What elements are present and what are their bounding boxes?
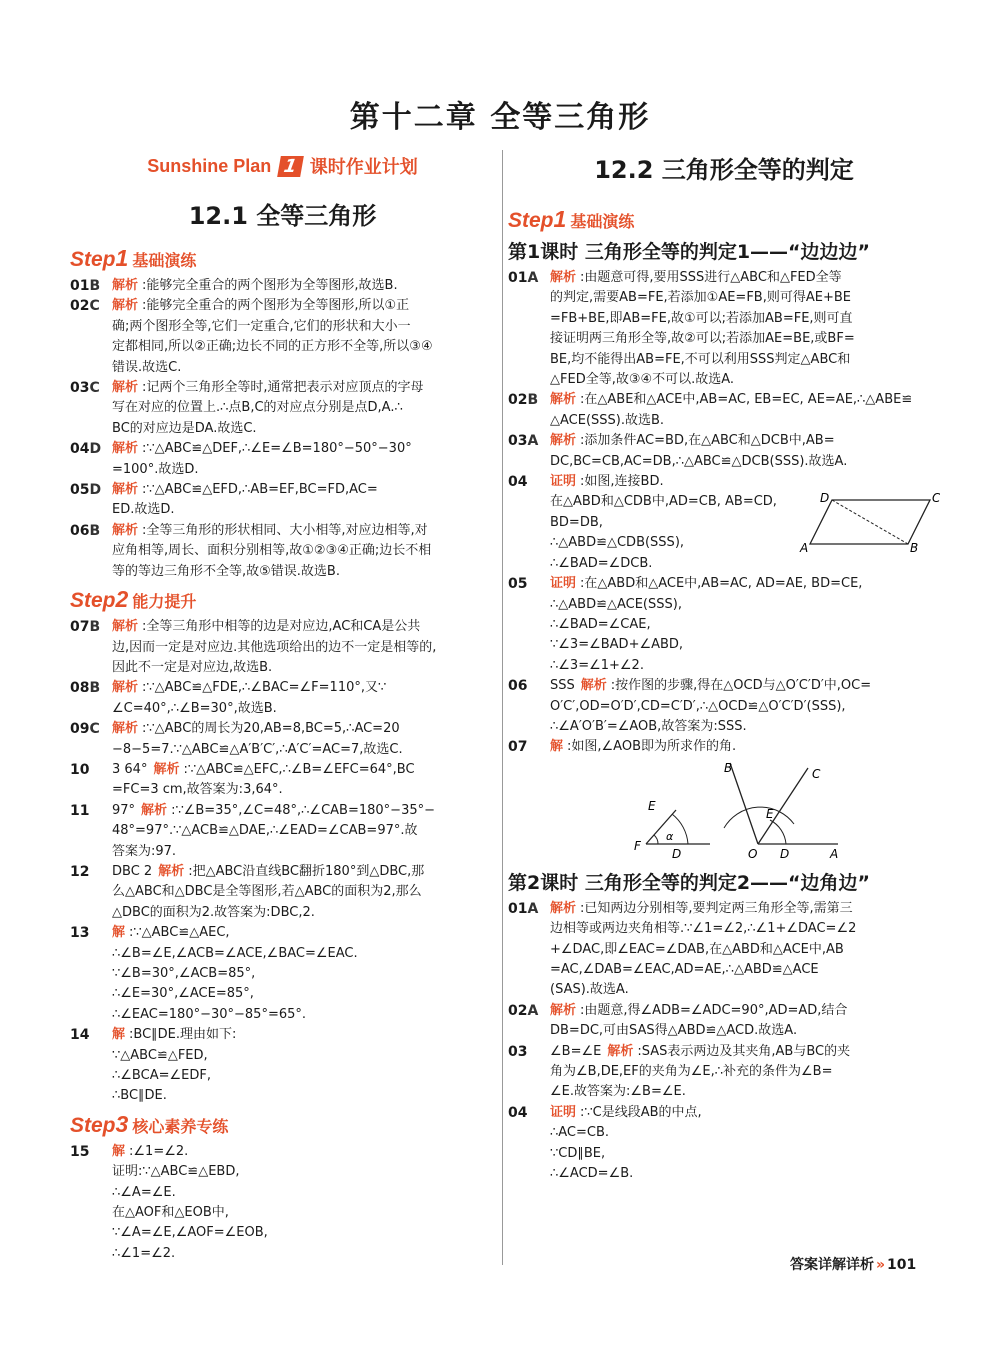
answer-choice: B [89, 278, 101, 294]
step-3-header [70, 1111, 495, 1138]
answer-text: :如图,∠AOB即为所求作的角. [567, 739, 737, 755]
question-14 [70, 1025, 495, 1107]
question-number: 06 [508, 678, 528, 695]
lesson-1-title: 第1课时 三角形全等的判定1——“边边边” [508, 241, 871, 263]
step-word: Step [508, 209, 554, 232]
answer-text: 写在对应的位置上.∴点B,C的对应点分别是点D,A.∴ [112, 400, 403, 416]
answer-text: BC的对应边是DA.故选C. [112, 420, 257, 436]
question-02 [70, 296, 495, 378]
answer-choice: B [89, 619, 101, 636]
question-number: 04 [508, 474, 528, 491]
answer-text: ∵∠3=∠BAD+∠ABD, [550, 637, 684, 653]
answer-text: 么△ABC和△DBC是全等图形,若△ABC的面积为2,那么 [112, 884, 422, 900]
step-number: 2 [115, 586, 129, 613]
answer-text: :∵∠B=35°,∠C=48°,∴∠CAB=180°−35°− [171, 802, 435, 818]
answer-text: 答案为:97. [112, 843, 177, 859]
answer-text: ∴∠BAD=∠CAE, [550, 616, 651, 632]
question-04 [70, 439, 495, 480]
answer-text: BE,均不能得出AB=FE,不可以利用SSS判定△ABC和 [550, 351, 851, 367]
answer-text: 边相等或两边夹角相等.∵∠1=∠2,∴∠1+∠DAC=∠2 [550, 921, 857, 937]
answer-text: :∠1=∠2. [129, 1143, 189, 1159]
answer-text: :∵C是线段AB的中点, [580, 1104, 702, 1120]
solution-label: 解 [112, 925, 126, 941]
step-number: 3 [115, 1110, 129, 1137]
analysis-label: 解析 [550, 1002, 577, 1018]
question-number: 03 [70, 380, 90, 397]
parallelogram-figure [790, 492, 940, 554]
lesson2-question-03 [508, 1042, 940, 1103]
analysis-label: 解析 [112, 522, 139, 538]
angle-mark-alpha [654, 835, 658, 844]
lesson2-question-04 [508, 1103, 940, 1185]
label-e-2: E [766, 806, 774, 821]
question-number: 02 [508, 392, 528, 409]
angle-alpha-figure [634, 799, 710, 861]
answer-text: 确;两个图形全等,它们一定重合,它们的形状和大小一 [112, 318, 411, 334]
answer-text: =AC,∠DAB=∠EAC,AD=AE,∴△ABD≌△ACE [550, 961, 819, 977]
answer-text: 定都相同,所以②正确;边长不同的正方形不全等,所以③④ [112, 339, 433, 355]
question-number: 10 [70, 761, 90, 778]
answer-choice: A [527, 433, 539, 450]
answer-text: (SAS).故选A. [550, 982, 629, 998]
answer-text: ∵∠A=∠E,∠AOF=∠EOB, [112, 1225, 268, 1241]
analysis-label: 解析 [112, 278, 139, 293]
lesson-2-title: 第2课时 三角形全等的判定2——“边角边” [508, 871, 871, 894]
analysis-label: 解析 [112, 298, 139, 314]
proof-label: 证明 [550, 1104, 577, 1120]
answer-text: :按作图的步骤,得在△OCD与△O′C′D′中,OC= [610, 678, 872, 694]
answer-text: ∴∠E=30°,∠ACE=85°, [112, 986, 254, 1002]
answer-text: 48°=97°.∵△ACB≌△DAE,∴∠EAD=∠CAB=97°.故 [112, 823, 418, 839]
question-05 [70, 480, 495, 521]
angle-aob-figure [724, 761, 838, 861]
answer-text: ∴∠BAD=∠DCB. [550, 555, 653, 571]
answer-text: ∴∠B=∠E,∠ACB=∠ACE,∠BAC=∠EAC. [112, 945, 358, 961]
answer-text: :SAS表示两边及其夹角,AB与BC的夹 [637, 1043, 851, 1059]
question-10 [70, 760, 495, 801]
answer-text: ∴AC=CB. [550, 1125, 610, 1141]
solution-label: 解 [112, 1143, 126, 1159]
question-15 [70, 1142, 495, 1264]
diagonal-bd [832, 500, 908, 544]
page-footer [790, 1254, 916, 1274]
lesson1-question-04 [508, 472, 940, 574]
analysis-label: 解析 [550, 270, 577, 285]
lesson1-question-06 [508, 676, 940, 737]
answer-choice: C [89, 298, 100, 315]
analysis-label: 解析 [153, 761, 180, 777]
analysis-label: 解析 [112, 721, 139, 737]
answer-text: :BC∥DE.理由如下: [129, 1027, 237, 1043]
answer-text: :已知两边分别相等,要判定两三角形全等,需第三 [580, 900, 853, 916]
answer-text: ∴△ABD≌△CDB(SSS), [550, 535, 685, 551]
label-alpha: α [666, 829, 674, 843]
page-number: 101 [887, 1257, 917, 1273]
answer-text: ∵∠B=30°,∠ACB=85°, [112, 966, 256, 981]
lesson1-question-02 [508, 390, 940, 431]
question-11 [70, 801, 495, 862]
question-number: 13 [70, 925, 90, 942]
footer-text: 答案详解详析 [790, 1257, 874, 1273]
arc-de-copy [770, 820, 786, 844]
answer-text: :全等三角形中相等的边是对应边,AC和CA是公共 [142, 619, 421, 635]
arc-de [672, 814, 688, 844]
question-number: 04 [508, 1104, 528, 1121]
answer-text: 接证明两三角形全等,故②可以;若添加AE=BE,或BF= [550, 331, 855, 347]
label-a: A [830, 846, 839, 861]
label-o: O [748, 846, 758, 861]
answer-text: :∵△ABC≌△DEF,∴∠E=∠B=180°−50°−30° [142, 441, 412, 457]
answer-text: DB=DC,可由SAS得△ABD≌△ACD.故选A. [550, 1023, 798, 1039]
label-e: E [648, 798, 656, 813]
lesson2-question-01 [508, 899, 940, 1001]
question-01 [70, 276, 495, 296]
answer-text: ∠E.故答案为:∠B=∠E. [550, 1084, 686, 1100]
question-13 [70, 923, 495, 1025]
answer-text: :在△ABD和△ACE中,AB=AC, AD=AE, BD=CE, [580, 576, 863, 592]
step-title: 基础演练 [132, 251, 197, 270]
answer-text: ∴△ABD≌△ACE(SSS), [550, 596, 682, 612]
answer-text: =FC=3 cm,故答案为:3,64°. [112, 782, 283, 798]
fill-answer: 3 64° [112, 761, 148, 777]
question-number: 09 [70, 721, 90, 738]
answer-choice: B [527, 392, 539, 409]
label-d-2: D [780, 846, 790, 861]
banner-plan-number: 1 [277, 156, 303, 177]
answer-choice: A [527, 1002, 539, 1019]
label-b: B [910, 541, 919, 555]
fill-answer: SSS [550, 678, 575, 694]
analysis-label: 解析 [112, 680, 139, 696]
analysis-label: 解析 [158, 863, 185, 879]
step-word: Step [70, 589, 116, 613]
analysis-label: 解析 [112, 482, 139, 498]
answer-text: ∴BC∥DE. [112, 1088, 167, 1104]
proof-label: 证明 [550, 474, 577, 490]
question-number: 03 [508, 1043, 528, 1060]
answer-choice: B [89, 680, 101, 697]
answer-text: 应角相等,周长、面积分别相等,故①②③④正确;边长不相 [112, 543, 432, 559]
question-number: 15 [70, 1143, 90, 1160]
answer-choice: C [89, 380, 100, 397]
banner-plan-text: Sunshine Plan [147, 155, 272, 176]
analysis-label: 解析 [580, 678, 607, 694]
answer-text: :把△ABC沿直线BC翻折180°到△DBC,那 [188, 863, 425, 879]
question-09 [70, 719, 495, 760]
answer-choice: B [89, 522, 101, 539]
question-06 [70, 521, 495, 582]
answer-text: △ACE(SSS).故选B. [550, 412, 665, 428]
lesson1-question-03 [508, 431, 940, 472]
answer-text: 角为∠B,DE,EF的夹角为∠E,∴补充的条件为∠B= [550, 1064, 833, 1079]
fill-answer: 97° [112, 802, 136, 818]
chapter-title: 第十二章 全等三角形 [349, 100, 651, 135]
banner-tag: 课时作业计划 [309, 157, 418, 178]
analysis-label: 解析 [112, 380, 139, 396]
answer-text: ∴∠BCA=∠EDF, [112, 1068, 211, 1084]
question-number: 14 [70, 1027, 90, 1044]
answer-text: :∵△ABC≌△EFD,∴AB=EF,BC=FD,AC= [142, 482, 378, 498]
label-d: D [820, 492, 830, 506]
double-chevron-icon: » [876, 1257, 886, 1273]
fill-answer: DBC 2 [112, 863, 153, 879]
answer-text: ∴∠A′O′B′=∠AOB,故答案为:SSS. [550, 718, 747, 734]
question-number: 01 [508, 270, 528, 286]
label-d: D [672, 846, 682, 861]
step-title: 基础演练 [570, 212, 635, 231]
answer-text: =100°.故选D. [112, 461, 199, 477]
answer-text: DC,BC=CB,AC=DB,∴△ABC≌△DCB(SSS).故选A. [550, 453, 848, 469]
question-number: 12 [70, 863, 90, 880]
solution-label: 解 [112, 1027, 126, 1043]
answer-choice: A [527, 270, 539, 286]
step-number: 1 [553, 206, 567, 232]
angle-construction-figure [508, 758, 940, 866]
analysis-label: 解析 [550, 433, 577, 449]
left-column [70, 148, 495, 1264]
answer-text: +∠DAC,即∠EAC=∠DAB,在△ABD和△ACE中,AB [550, 941, 844, 957]
step-title: 能力提升 [132, 592, 197, 612]
answer-text: :由题意,得∠ADB=∠ADC=90°,AD=AD,结合 [580, 1002, 848, 1018]
answer-text: :在△ABE和△ACE中,AB=AC, EB=EC, AE=AE,∴△ABE≌ [580, 392, 913, 408]
question-number: 06 [70, 522, 90, 539]
question-number: 03 [508, 433, 528, 450]
label-b: B [724, 760, 733, 775]
answer-text: 因此不一定是对应边,故选B. [112, 659, 273, 675]
solution-label: 解 [550, 739, 564, 755]
answer-text: :∵△ABC的周长为20,AB=8,BC=5,∴AC=20 [142, 721, 400, 737]
answer-text: ∴∠ACD=∠B. [550, 1166, 634, 1182]
answer-choice: D [89, 441, 102, 458]
answer-text: ∴∠1=∠2. [112, 1245, 176, 1261]
answer-text: :∵△ABC≌△AEC, [129, 925, 230, 941]
question-number: 05 [70, 482, 90, 499]
question-number: 01 [508, 900, 528, 917]
answer-text: :如图,连接BD. [580, 474, 664, 490]
answer-text: :能够完全重合的两个图形为全等图形,所以①正 [142, 298, 410, 314]
fill-answer: ∠B=∠E [550, 1043, 602, 1059]
answer-text: 的判定,需要AB=FE,若添加①AE=FB,则可得AE+BE [550, 290, 851, 306]
question-08 [70, 678, 495, 719]
step-1-header-right [508, 206, 940, 233]
section-title-12-2: 12.2 三角形全等的判定 [594, 156, 854, 184]
question-03 [70, 378, 495, 439]
step-word: Step [70, 248, 116, 271]
step-title: 核心素养专练 [132, 1116, 229, 1136]
analysis-label: 解析 [550, 900, 577, 916]
answer-text: ∴∠EAC=180°−30°−85°=65°. [112, 1006, 307, 1022]
answer-text: =FB+BE,即AB=FE,故①可以;若添加AB=FE,则可直 [550, 310, 853, 326]
question-number: 07 [508, 739, 528, 756]
answer-text: ∵CD∥BE, [550, 1145, 606, 1161]
answer-text: :全等三角形的形状相同、大小相等,对应边相等,对 [142, 522, 428, 538]
right-column [508, 148, 940, 1184]
answer-text: :记两个三角形全等时,通常把表示对应顶点的字母 [142, 380, 424, 396]
answer-text: 证明:∵△ABC≌△EBD, [112, 1164, 240, 1180]
arc-construction [724, 807, 794, 828]
answer-text: 等的等边三角形不全等,故⑤错误.故选B. [112, 563, 340, 579]
sunshine-plan-banner [70, 148, 495, 184]
lesson1-question-07 [508, 737, 940, 757]
analysis-label: 解析 [112, 619, 139, 635]
answer-text: :∵△ABC≌△EFC,∴∠B=∠EFC=64°,BC [183, 761, 415, 777]
question-number: 08 [70, 680, 90, 697]
lesson1-question-01 [508, 268, 940, 390]
section-title-12-1: 12.1 全等三角形 [188, 202, 377, 230]
step-2-header [70, 586, 495, 613]
step-word: Step [70, 1113, 116, 1137]
label-c: C [812, 766, 821, 781]
lesson1-question-05 [508, 574, 940, 676]
answer-choice: D [89, 482, 102, 499]
answer-text: △DBC的面积为2.故答案为:DBC,2. [112, 904, 315, 920]
answer-text: :能够完全重合的两个图形为全等图形,故选B. [142, 278, 398, 293]
question-number: 07 [70, 619, 90, 636]
answer-text: ∵△ABC≌△FED, [112, 1047, 208, 1063]
answer-choice: C [89, 721, 100, 738]
question-number: 05 [508, 576, 528, 593]
question-number: 01 [70, 278, 90, 294]
analysis-label: 解析 [112, 441, 139, 457]
answer-text: 在△ABD和△CDB中,AD=CB, AB=CD, BD=DB, [550, 494, 777, 530]
answer-text: :∵△ABC≌△FDE,∴∠BAC=∠F=110°,又∵ [142, 680, 387, 696]
question-12 [70, 862, 495, 923]
answer-text: ∴∠3=∠1+∠2. [550, 657, 644, 673]
answer-text: :添加条件AC=BD,在△ABC和△DCB中,AB= [580, 433, 835, 449]
answer-text: ED.故选D. [112, 502, 175, 518]
analysis-label: 解析 [141, 802, 168, 818]
answer-text: 错误.故选C. [112, 359, 182, 375]
parallelogram-abcd [810, 500, 930, 544]
label-a: A [800, 541, 809, 555]
question-number: 02 [70, 298, 90, 315]
answer-text: O′C′,OD=O′D′,CD=C′D′,∴△OCD≌△O′C′D′(SSS), [550, 698, 846, 714]
question-number: 02 [508, 1002, 528, 1019]
question-07 [70, 617, 495, 678]
answer-choice: A [527, 900, 539, 917]
column-divider [502, 150, 503, 1265]
answer-text: :由题意可得,要用SSS进行△ABC和△FED全等 [580, 270, 842, 285]
answer-text: ∠C=40°,∴∠B=30°,故选B. [112, 700, 277, 716]
proof-label: 证明 [550, 576, 577, 592]
answer-text: 边,因而一定是对应边.其他选项给出的边不一定是相等的, [112, 639, 437, 655]
lesson2-question-02 [508, 1001, 940, 1042]
answer-text: △FED全等,故③④不可以.故选A. [550, 372, 735, 388]
question-number: 11 [70, 802, 90, 819]
answer-text: ∴∠A=∠E. [112, 1184, 176, 1200]
analysis-label: 解析 [607, 1043, 634, 1059]
answer-text: −8−5=7.∵△ABC≌△A′B′C′,∴A′C′=AC=7,故选C. [112, 741, 403, 757]
label-f: F [634, 838, 641, 853]
question-number: 04 [70, 441, 90, 458]
label-c: C [932, 492, 940, 506]
analysis-label: 解析 [550, 392, 577, 408]
ray-ob [730, 763, 758, 844]
step-number: 1 [115, 245, 129, 271]
step-1-header [70, 245, 495, 272]
answer-text: 在△AOF和△EOB中, [112, 1205, 229, 1221]
